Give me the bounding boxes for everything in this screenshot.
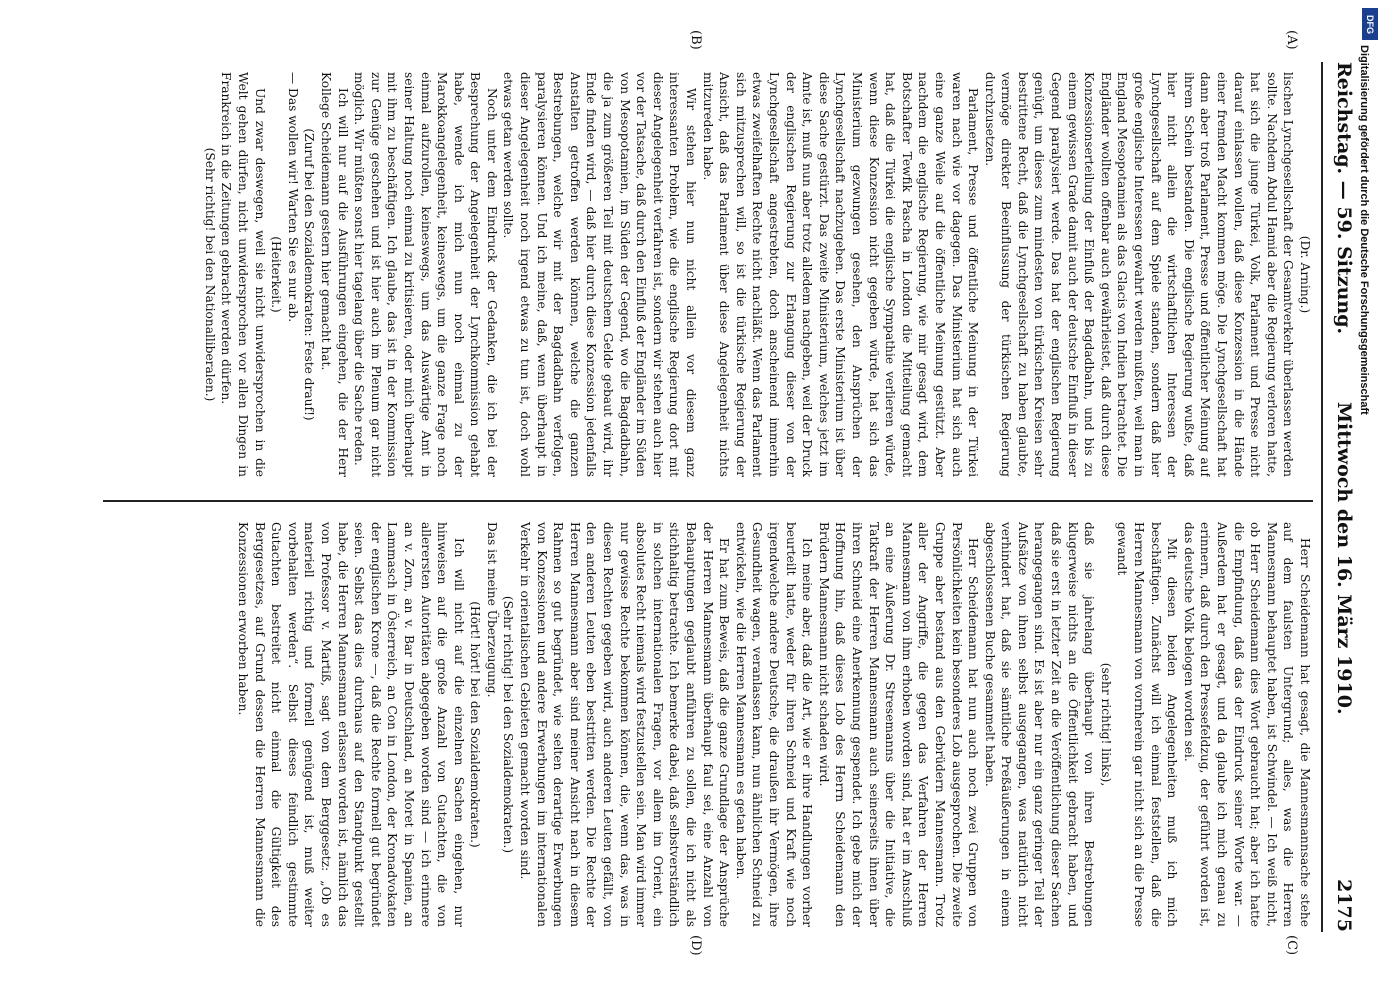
column-divider (103, 500, 1313, 502)
paragraph: Noch unter dem Eindruck der Gedanken, die ich bei der Besprechung der Angelegenheit der Lynchkommission gehabt habe, wende ich mich nun noch einmal zu der Marokkoangelegenheit, keineswegs, um die ganze Frage noch einmal aufzurollen, keineswegs, um das Auswärtige Amt in seiner Haltung noch einmal zu kritisieren, oder mich überhaupt mit ihm zu beschäftigen. Ich glaube, das ist in der Kommission zur Genüge geschehen und ist hier auch im Plenum gar nicht möglich. Wir müßten sonst hier tagelang über die Sache reden. (352, 72, 499, 477)
page-header (1321, 62, 1363, 932)
paragraph: Ich meine aber, daß die Art, wie er ihre Handlungen vorher beurteilt hatte, weder für ihren Schneid und Kraft wie noch irgendwelche andere Deutsche, die draußen ihr Vermögen, ihre Gesundheit wagen, veranlassen kann, nun ähnlichen Schneid zu entwickeln, wie die Herren Mannesmann es getan haben. (733, 522, 815, 927)
text-column-right (103, 522, 1313, 927)
margin-marker-b: (B) (688, 30, 703, 50)
speaker-label: (Dr. Arning.) (1298, 235, 1312, 314)
dialog-line: Das ist meine Überzeugung. (484, 522, 499, 698)
interjection: (Heiterkeit.) (269, 236, 284, 313)
paragraph: Wir stehen hier nun nicht allein vor diesem ganz interessanten Problem, wie die englische Regierung dort mit dieser Angelegenheit verfahren ist, sondern wir stehen auch hier vor der Tatsache, daß durch den Einfluß der Engländer im Süden von Mesopotamien, im Süden der Gegend, wo die Bagdadbahn, die ja zum größeren Teil mit deutschem Gelde gebaut wird, ihr Ende finden wird, — daß hier durch diese Konzession jedenfalls Anstalten getroffen werden können, welche die ganzen Bestrebungen, welche wir mit der Bagdadbahn verfolgen, paralysieren können. Und ich meine, daß, wenn überhaupt in dieser Angelegenheit noch irgend etwas zu tun ist, doch wohl etwas getan werden sollte. (501, 72, 699, 477)
margin-marker-d: (D) (688, 935, 703, 956)
interjection: (sehr richtig! links), (1098, 662, 1113, 787)
margin-marker-c: (C) (1284, 935, 1299, 956)
interjection: (Sehr richtig! bei den Sozialdemokraten.) (501, 595, 516, 854)
paragraph: Parlament, Presse und öffentliche Meinung in der Türkei waren nach wie vor dagegen. Das Ministerium hat sich auch eine ganze Weile auf die öffentliche Meinung gestützt. Aber nachdem die englische Regierung, wie mir gesagt wird, dem Botschafter Tewfik Pascha in London die Mitteilung gemacht hat, daß die Türkei die englische Sympathie verlieren würde, wenn diese Konzession nicht gegeben würde, hat sich das Ministerium gezwungen gesehen, den Ansprüchen der Lynchgesellschaft nachzugeben. Das erste Ministerium ist über diese Sache gestürzt. Das zweite Ministerium, welches jetzt im Amte ist, muß nun aber trotz alledem nachgeben, weil der Druck der englischen Regierung zur Erlangung dieser von der Lynchgesellschaft angestrebten, doch anscheinend immerhin etwas zweifelhaften Rechte nicht nachläßt. Wenn das Parlament sich mitzusprechen will, so ist die türkische Regierung der Ansicht, daß das Parlament über diese Angelegenheit nichts mitzureden habe. (700, 72, 981, 477)
paragraph: Ich will nur auf die Ausführungen eingehen, die der Herr Kollege Scheidemann gestern hier gemacht hat. (318, 72, 350, 477)
paragraph: lischen Lynchgesellschaft der Gesamtverkehr überlassen werden sollte. Nachdem Abdul Hamid aber die Regierung verloren hatte, hat sich die junge Türkei, Volk, Parlament und Presse nicht darauf einlassen wollen, daß diese Konzession in die Hände einer fremden Macht kommen möge. Die Lynchgesellschaft hat dann aber troß Parlament, Presse und öffentlicher Meinung auf ihrem Schein bestanden. Die englische Regierung wußte, daß hier nicht allein die wirtschaftlichen Interessen der Lynchgesellschaft auf dem Spiele standen, sondern daß hier große englische Interessen gewahrt werden mußten, weil man in England Mesopotamien als das Glacis von Indien betrachtet. Die Engländer wollten offenbar auch gewährleistet, daß durch diese Konzessionserteilung der Einfluß der Bagdadbahn, und bis zu einem gewissen Grade damit auch der deutsche Einfluß in dieser Gegend paralysiert werde. Das hat der englischen Regierung genügt, um dieses zum mindesten von türkischen Kreisen sehr bestrittene Recht, daß die Lynchgesellschaft zu haben glaubte, vermöge direkter Beeinflussung der türkischen Regierung durchzusetzen. (982, 72, 1296, 477)
margin-marker-a: (A) (1284, 30, 1299, 50)
header-session: Reichstag. — 59. Sitzung. (1333, 62, 1355, 335)
dfg-logo: DFG (1362, 8, 1378, 40)
paragraph: Ich will nicht auf die einzelnen Sachen eingehen, nur hinweisen auf die große Anzahl von Gutachten, die von allerersten Autoritäten abgegeben worden sind — ich erinnere an v. Zorn, an v. Bar in Deutschland, an Moret in Spanien, an Lammasch in Österreich, an Con in London, der Kronadvokaten der englischen Krone —, daß die Rechte formell gut begründet seien. Selbst das dies durchaus auf den Standpunkt gestellt habe, die Herren Mannesmann erlassen worden ist, nämlich das von Professor v. Martiß, sagt von dem Berggesetz: „Ob es materiell richtig und formell genügend ist, muß weiter vorbehalten werden“. Selbst dieses feindlich gestimmte Gutachten bestreitet nicht einmal die Gültigkeit des Berggesetzes, auf Grund dessen die Herren Mannesmann die Konzessionen erworben haben. (236, 522, 466, 927)
interjection: (Sehr richtig! bei den Nationalliberalen.) (202, 147, 217, 402)
paragraph: daß sie jahrelang überhaupt von ihren Bestrebungen klugerweise nichts an die Öffentlichkeit gebracht haben, und daß sie erst in letzter Zeit an die Veröffentlichung dieser Sachen herangegangen sind. Es ist aber nur ein ganz geringer Teil der Aufsätze von ihnen selbst ausgegangen, was natürlich nicht verhindert hat, daß sie sämtliche Preßäußerungen in einem abgeschlossenen Buche gesammelt haben. (982, 522, 1097, 927)
paragraph: Mit diesen beiden Angelegenheiten muß ich mich beschäftigen. Zunächst will ich einmal feststellen, daß die Herren Mannesmann von vornherein gar nicht sich an die Presse gewandt (1115, 522, 1180, 927)
dialog-line: — Das wollen wir! Warten Sie es nur ab. (285, 72, 300, 323)
funding-note: Digitalisierung gefördert durch die Deutsche Forschungsgemeinschaft (1358, 45, 1370, 415)
interjection: (Zuruf bei den Sozialdemokraten: Feste drauf!) (302, 128, 317, 421)
interjection: (Hört! hört! bei den Sozialdemokraten.) (468, 601, 483, 848)
page-number: 2175 (1333, 879, 1355, 932)
header-date: Mittwoch den 16. März 1910. (1333, 402, 1355, 715)
paragraph: Er hat zum Beweis, daß die ganze Grundlage der Ansprüche der Herren Mannesmann überhaupt faul sei, eine Anzahl von Behauptungen geglaubt anführen zu sollen, die ich nicht als stichhaltig betrachte. Ich bemerke dabei, daß selbstverständlich in solchen internationalen Fragen, vor allem im Orient, ein absolutes Recht niemals wird festzustellen sein. Man wird immer nur gewisse Rechte bekommen können, die, wenn das, was in diesen Rechten gegeben wird, auch anderen Leuten gefällt, von den anderen Leuten eben bestritten werden. Die Rechte der Herren Mannesmann aber sind meiner Ansicht nach in diesem Rahmen so gut begründet, wie selten derartige Erwerbungen von Konzessionen und andere Erwerbungen im internationalen Verkehr in orientalischen Gebieten gemacht worden sind. (518, 522, 732, 927)
text-column-left (103, 72, 1313, 477)
paragraph: Herr Scheidemann hat gesagt, die Mannesmannsache stehe auf dem faulsten Untergrund; alles, was die Herren Mannesmann behauptet haben, ist Schwindel. — Ich weiß nicht, ob Herr Scheidemann dies Wort gebraucht hat; aber ich hatte die Empfindung, daß das der Eindruck seiner Worte war. — Außerdem hat er gesagt, und da glaube ich mich genau zu erinnern, daß durch den Pressefeldzug, der geführt worden ist, das deutsche Volk belogen worden sei. (1181, 522, 1312, 927)
paragraph: Und zwar deswegen, weil sie nicht unwidersprochen in die Welt gehen dürfen, nicht unwidersprochen vor allen Dingen in Frankreich in die Zeitungen gebracht werden dürfen. (219, 72, 267, 477)
paragraph: Herr Scheidemann hat nun auch noch zwei Gruppen von Persönlichkeiten kein besonderes Lob ausgesprochen. Die zweite Gruppe aber bestand aus den Gebrüdern Mannesmann. Trotz aller der Angriffe, die gegen das Verfahren der Herren Mannesmann von ihm erhoben worden sind, hat er im Anschluß an eine Äußerung Dr. Stresemanns über die Initiative, die Tatkraft der Herren Mannesmann auch seinerseits ihnen über ihren Schneid eine Anerkennung gespendet. Ich gebe mich der Hoffnung hin, daß dieses Lob des Herrn Scheidemann den Brüdern Mannesmann nicht schaden wird. (816, 522, 981, 927)
